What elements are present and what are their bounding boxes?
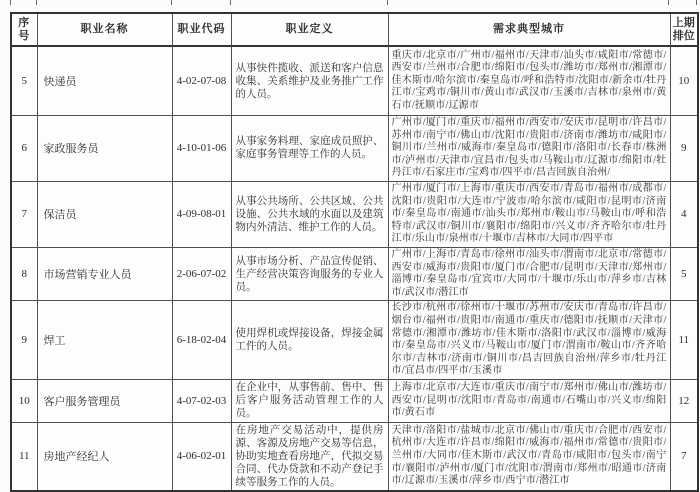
occupation-name: 客户服务管理员 [37, 379, 172, 422]
occupation-code: 2-06-07-02 [172, 247, 231, 300]
occupation-name: 市场营销专业人员 [37, 247, 172, 300]
header-occupation-code: 职业代码 [172, 13, 231, 46]
previous-rank: 5 [670, 247, 698, 300]
occupation-code: 6-18-02-04 [172, 301, 231, 380]
row-index: 10 [11, 379, 37, 422]
row-index: 9 [11, 301, 37, 380]
header-occupation-definition: 职业定义 [231, 13, 388, 46]
occupation-definition: 从事市场分析、产品宣传促销、生产经营决策咨询服务的专业人员。 [231, 247, 388, 300]
occupation-code: 4-07-02-03 [172, 379, 231, 422]
header-previous-rank [670, 13, 698, 46]
occupation-code: 4-06-02-01 [172, 422, 231, 491]
table-row [11, 379, 698, 422]
row-index: 5 [11, 46, 37, 116]
table-row [11, 116, 698, 182]
demand-cities: 长沙市/杭州市/徐州市/十堰市/苏州市/安庆市/青岛市/许昌市/烟台市/福州市/贵阳市/南通市/重庆市/德阳市/抚顺市/天津市/常德市/湘潭市/潍坊市/佳木斯市/洛阳市/武汉市/淄博市/威海市/秦皇岛市/兴义市/马鞍山市/厦门市/渭南市/鞍山市/齐齐哈尔市/吉林市/济南市/铜川市/昌吉回族自治州/萍乡市/牡丹江市/宜昌市/四平市/玉溪市 [388, 301, 670, 380]
occupation-definition: 从事公共场所、公共区域、公共设施、公共水域的水面以及建筑物内外清洁、维护工作的人员。 [231, 181, 388, 247]
previous-rank: 11 [670, 301, 698, 380]
occupation-name: 房地产经纪人 [37, 422, 172, 491]
table-header-row [11, 13, 698, 46]
header-index: 序号 [11, 13, 37, 46]
table-row [11, 247, 698, 300]
demand-cities: 重庆市/北京市/广州市/福州市/天津市/汕头市/咸阳市/常德市/西安市/兰州市/合肥市/绵阳市/包头市/潍坊市/郑州市/湘潭市/佳木斯市/哈尔滨市/秦皇岛市/呼和浩特市/沈阳市/新余市/牡丹江市/宝鸡市/铜川市/黄山市/武汉市/玉溪市/吉林市/泉州市/黄石市/抚顺市/辽源市 [388, 46, 670, 116]
occupation-name: 家政服务员 [37, 116, 172, 182]
occupation-name: 保洁员 [37, 181, 172, 247]
previous-row-border-stub [0, 0, 700, 5]
demand-cities: 广州市/厦门市/上海市/重庆市/西安市/青岛市/福州市/成都市/沈阳市/贵阳市/大连市/宁波市/哈尔滨市/咸阳市/昆明市/济南市/秦皇岛市/南通市/汕头市/郑州市/鞍山市/马鞍山市/呼和浩特市/武汉市/铜川市/襄阳市/绵阳市/兴义市/齐齐哈尔市/牡丹江市/乐山市/泉州市/十堰市/吉林市/大同市/四平市 [388, 181, 670, 247]
occupation-definition: 在房地产交易活动中，提供房源、客源及房地产交易等信息，协助实地查看房地产，代拟交易合同、代办贷款和不动产登记手续等服务工作的人员。 [231, 422, 388, 491]
previous-rank: 4 [670, 181, 698, 247]
occupation-code: 4-10-01-06 [172, 116, 231, 182]
previous-rank: 7 [670, 422, 698, 491]
occupation-code: 4-09-08-01 [172, 181, 231, 247]
row-index: 11 [11, 422, 37, 491]
demand-cities: 天津市/洛阳市/盐城市/北京市/佛山市/重庆市/合肥市/西安市/杭州市/大连市/许昌市/绵阳市/威海市/福州市/常德市/贵阳市/兰州市/大同市/佳木斯市/武汉市/青岛市/咸阳市/包头市/南宁市/襄阳市/泸州市/厦门市/沈阳市/渭南市/郑州市/昭通市/济南市/辽源市/玉溪市/萍乡市/西宁市/潜江市 [388, 422, 670, 491]
occupation-definition: 从事快件揽收、派送和客户信息收集、关系维护及业务推广工作的人员。 [231, 46, 388, 116]
table-row [11, 181, 698, 247]
header-occupation-name: 职业名称 [37, 13, 172, 46]
header-demand-cities: 需求典型城市 [388, 13, 670, 46]
demand-cities: 广州市/厦门市/重庆市/福州市/西安市/安庆市/昆明市/许昌市/苏州市/南宁市/佛山市/沈阳市/贵阳市/济南市/潍坊市/咸阳市/铜川市/兰州市/威海市/秦皇岛市/德阳市/洛阳市/长春市/株洲市/泸州市/天津市/宜昌市/包头市/马鞍山市/辽源市/绵阳市/牡丹江市/石家庄市/宝鸡市/四平市/昌吉回族自治州/ [388, 116, 670, 182]
occupation-name: 快递员 [37, 46, 172, 116]
row-index: 7 [11, 181, 37, 247]
header-previous-rank-line2: 排位 [672, 29, 695, 42]
occupation-definition: 从事家务料理、家庭成员照护、家庭事务管理等工作的人员。 [231, 116, 388, 182]
occupation-code: 4-02-07-08 [172, 46, 231, 116]
occupation-definition: 在企业中，从事售前、售中、售后客户服务活动管理工作的人员。 [231, 379, 388, 422]
table-row [11, 46, 698, 116]
occupation-definition: 使用焊机或焊接设备，焊接金属工件的人员。 [231, 301, 388, 380]
demand-cities: 上海市/北京市/大连市/重庆市/南宁市/郑州市/佛山市/潍坊市/西安市/昆明市/沈阳市/青岛市/南通市/石嘴山市/兴义市/绵阳市/黄石市 [388, 379, 670, 422]
demand-cities: 广州市/上海市/青岛市/徐州市/汕头市/渭南市/北京市/常德市/西安市/威海市/贵阳市/厦门市/合肥市/昆明市/天津市/郑州市/淄博市/秦皇岛市/宜宾市/大同市/十堰市/乐山市/萍乡市/吉林市/武汉市/潜江市 [388, 247, 670, 300]
row-index: 8 [11, 247, 37, 300]
table-row [11, 422, 698, 491]
table-row [11, 301, 698, 380]
row-index: 6 [11, 116, 37, 182]
previous-rank: 9 [670, 116, 698, 182]
header-previous-rank-line1: 上期 [672, 16, 695, 29]
previous-rank: 10 [670, 46, 698, 116]
previous-rank: 12 [670, 379, 698, 422]
occupation-name: 焊工 [37, 301, 172, 380]
occupation-ranking-table [10, 12, 699, 492]
